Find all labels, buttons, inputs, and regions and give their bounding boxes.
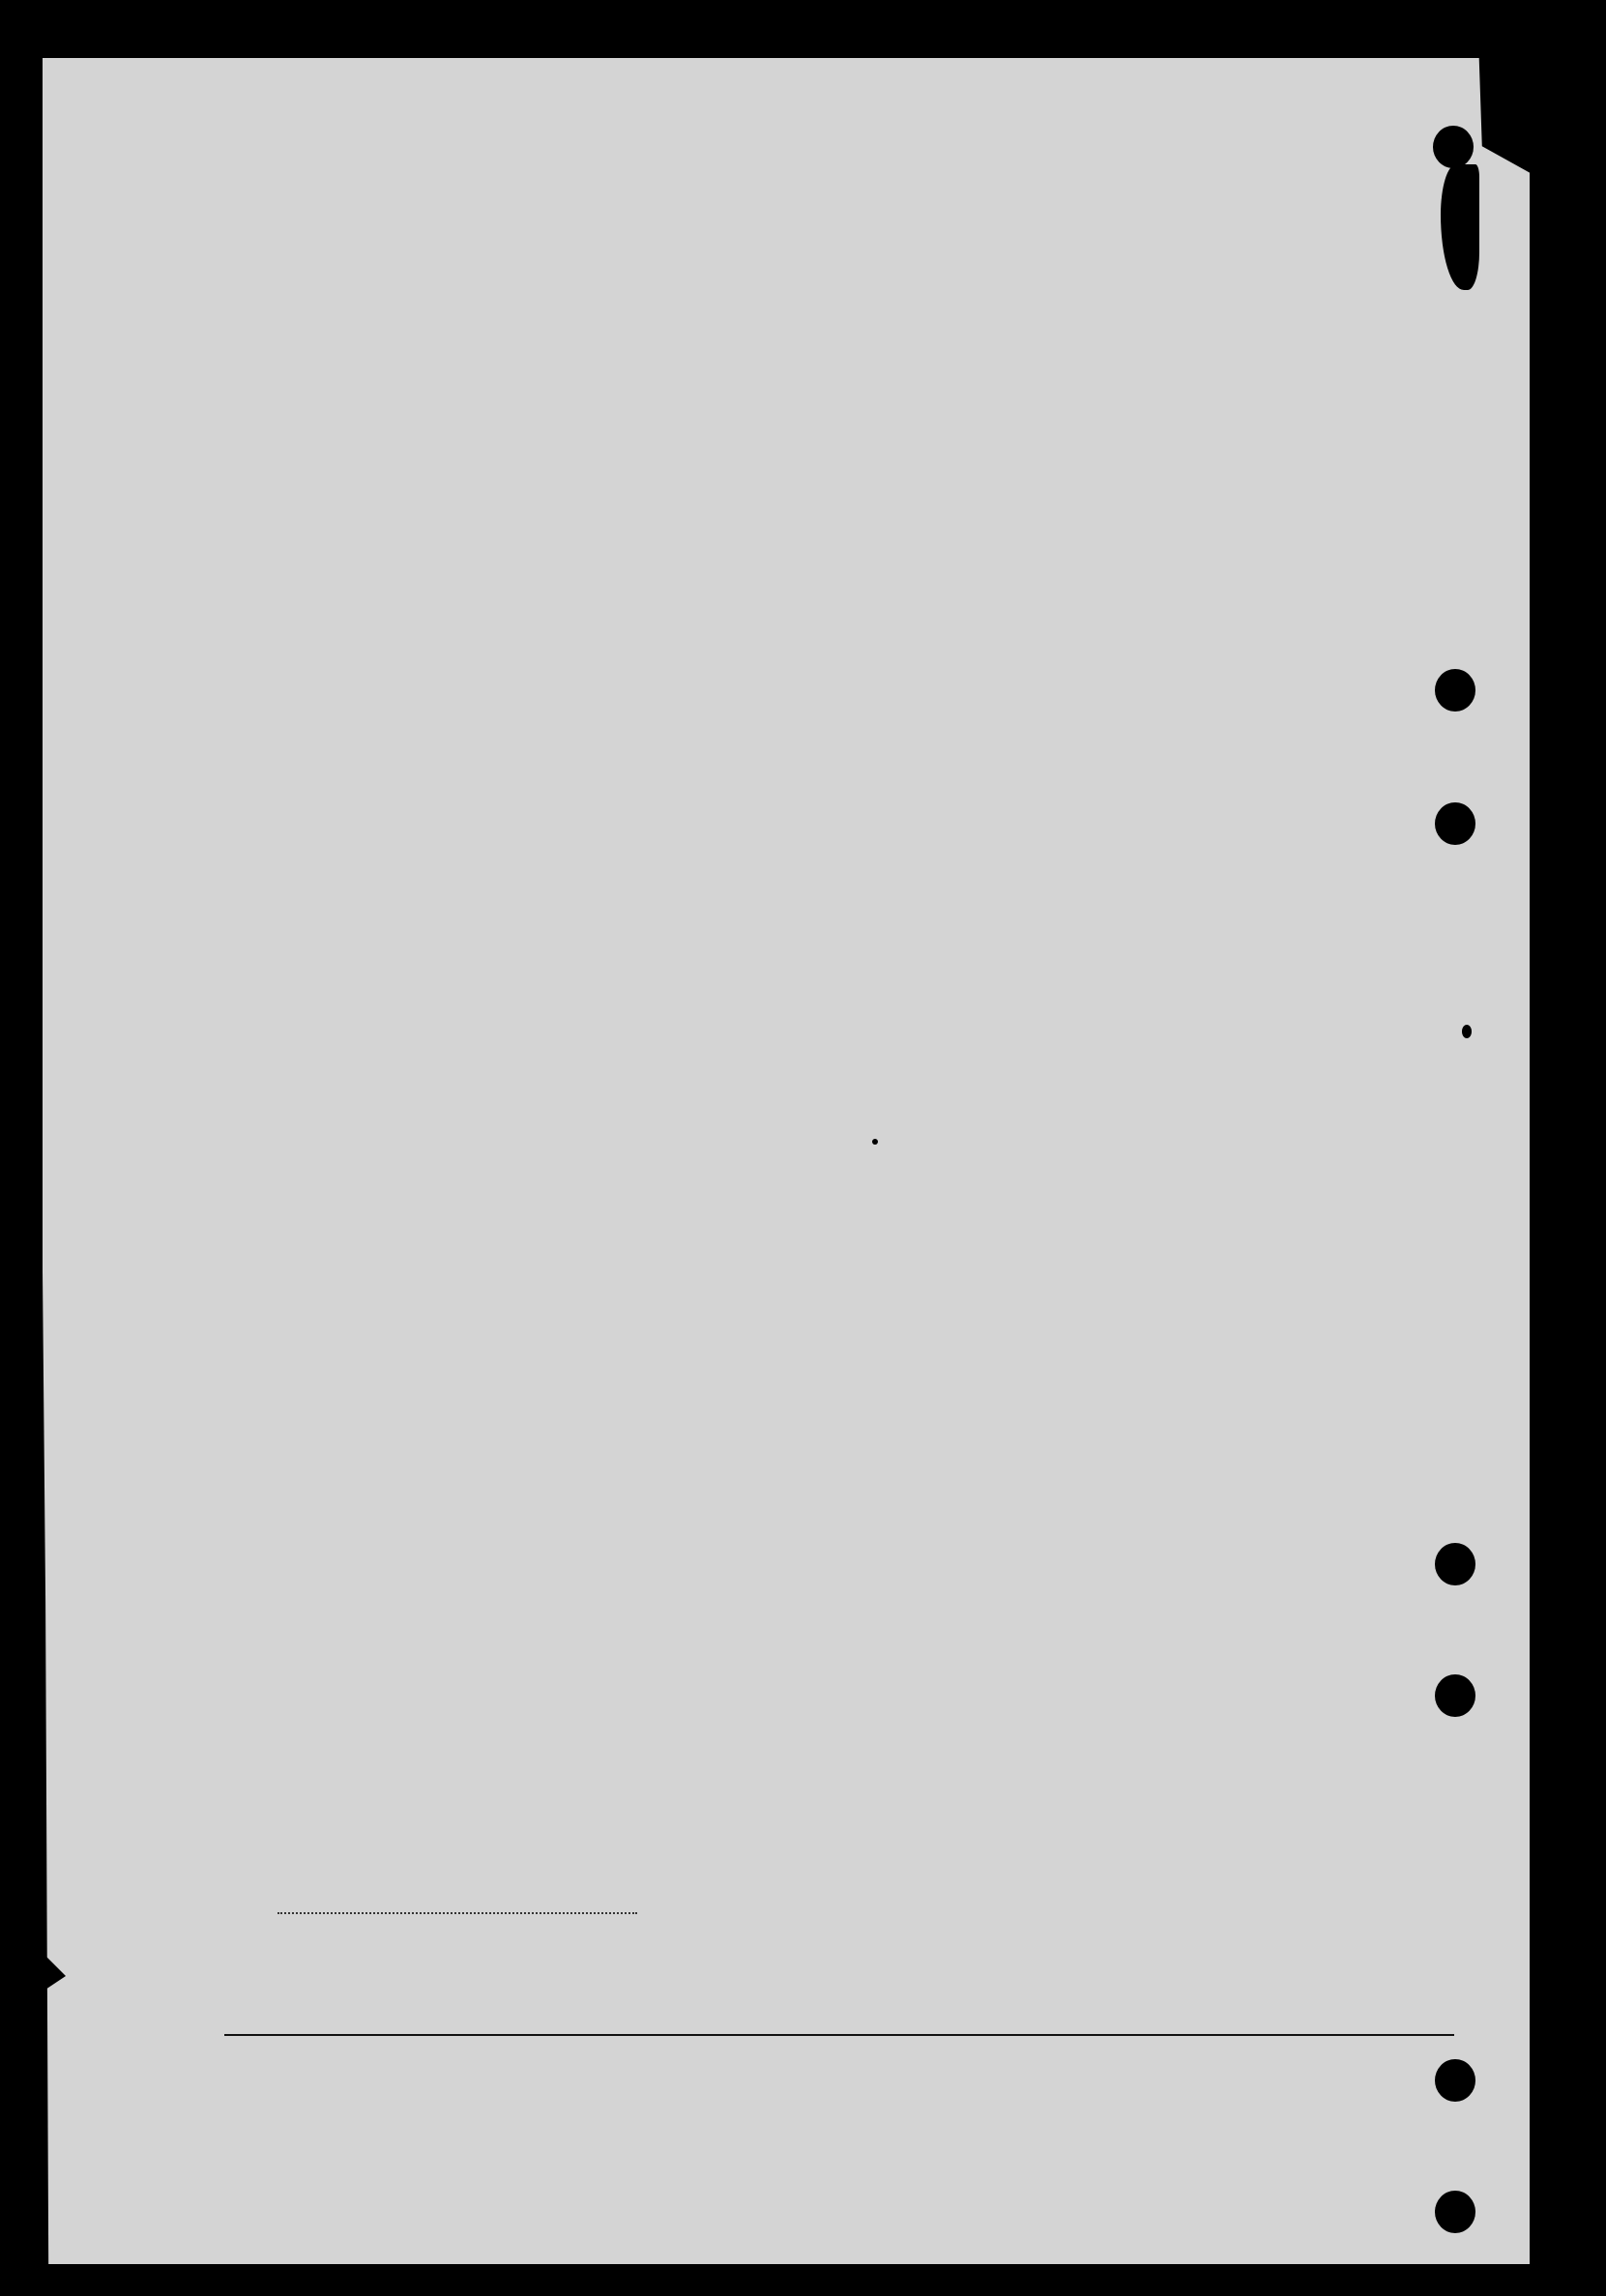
punch-hole-icon — [1435, 1543, 1475, 1585]
punch-hole-icon — [1435, 802, 1475, 845]
punch-hole-icon — [1435, 2059, 1475, 2102]
punch-hole-icon — [1435, 1674, 1475, 1717]
deputy-signature-line — [277, 1912, 637, 1914]
speck — [872, 1139, 878, 1145]
punch-hole-icon — [1435, 669, 1475, 712]
punch-hole-icon — [1433, 126, 1474, 168]
form-page — [43, 58, 1530, 2264]
speck — [1462, 1025, 1472, 1038]
horizontal-rule — [224, 2034, 1454, 2036]
punch-hole-icon — [1435, 2191, 1475, 2233]
